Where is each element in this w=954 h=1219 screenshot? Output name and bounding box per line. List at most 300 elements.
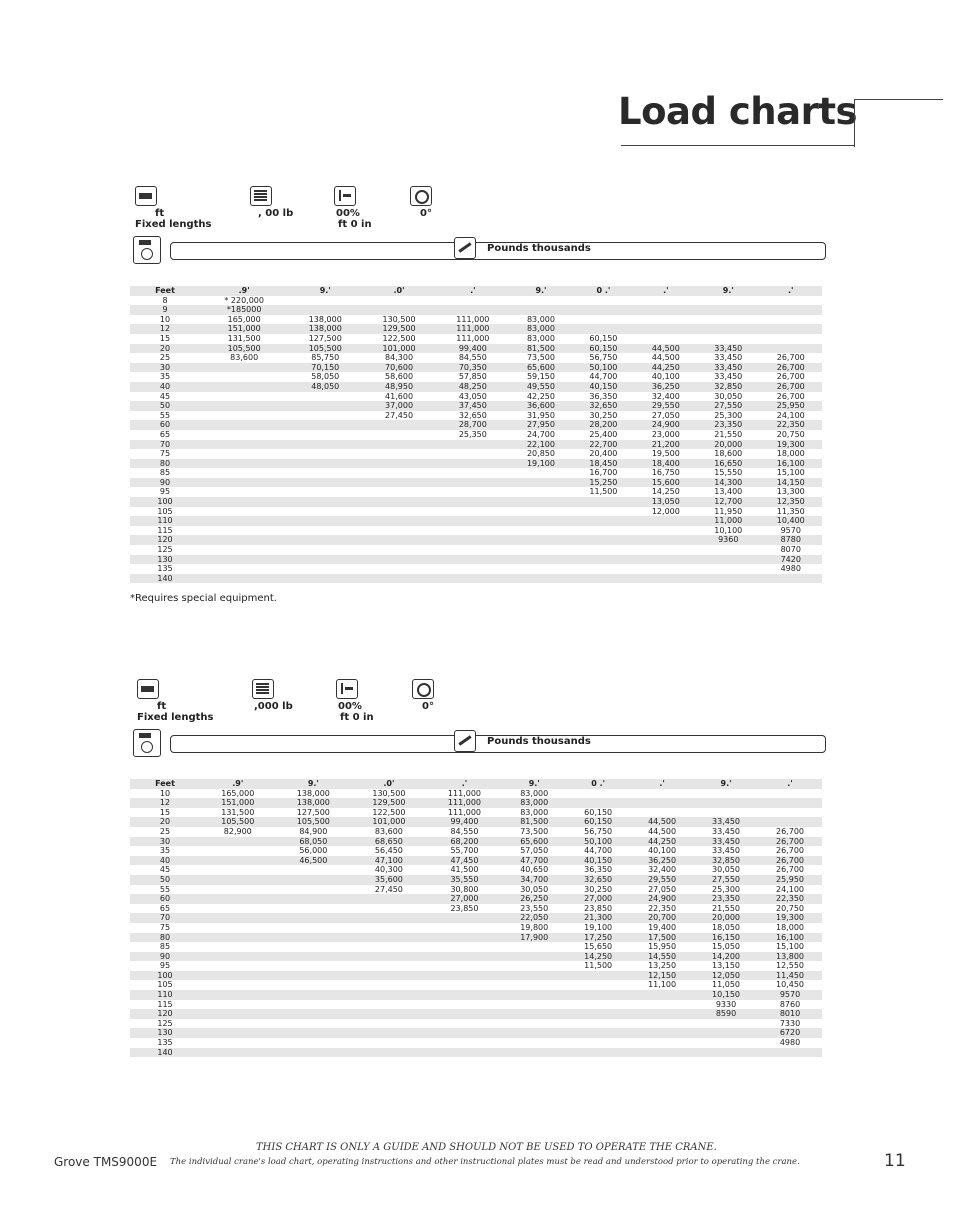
capacity-cell (276, 1009, 352, 1019)
capacity-cell (436, 296, 510, 306)
corner-mark (854, 99, 943, 147)
capacity-cell (510, 574, 572, 584)
capacity-cell (288, 440, 362, 450)
capacity-cell: 40,150 (566, 856, 630, 866)
radius-cell: 80 (130, 933, 200, 943)
capacity-cell: 83,000 (510, 315, 572, 325)
capacity-cell (427, 933, 503, 943)
radius-cell: 9 (130, 305, 200, 315)
radius-cell: 55 (130, 885, 200, 895)
capacity-cell: 68,200 (427, 837, 503, 847)
capacity-cell: 70,600 (362, 363, 436, 373)
table-row (130, 334, 822, 344)
table-row (130, 827, 822, 837)
capacity-cell (510, 507, 572, 517)
capacity-cell (572, 574, 634, 584)
capacity-cell: 105,500 (288, 344, 362, 354)
radius-cell: 135 (130, 1038, 200, 1048)
capacity-cell: 25,400 (572, 430, 634, 440)
rotation-icon (410, 186, 432, 206)
capacity-cell (427, 1028, 503, 1038)
capacity-cell: 27,450 (351, 885, 427, 895)
boom-length-header: 9.' (697, 286, 759, 296)
rotation-label: 0° (420, 208, 432, 219)
capacity-cell (427, 1019, 503, 1029)
table-row (130, 789, 822, 799)
radius-cell: 95 (130, 487, 200, 497)
capacity-cell: 8010 (758, 1009, 822, 1019)
capacity-cell (502, 1038, 566, 1048)
capacity-cell: 9360 (697, 535, 759, 545)
capacity-cell (351, 894, 427, 904)
capacity-cell (427, 971, 503, 981)
capacity-cell: 83,600 (200, 353, 288, 363)
table-row (130, 392, 822, 402)
capacity-cell (200, 555, 288, 565)
radius-cell: 60 (130, 894, 200, 904)
table-row (130, 420, 822, 430)
outrigger-sub-label: ft 0 in (340, 712, 374, 723)
radius-cell: 30 (130, 837, 200, 847)
capacity-cell: 11,000 (697, 516, 759, 526)
capacity-cell (288, 296, 362, 306)
capacity-cell: 21,200 (635, 440, 697, 450)
boom-length-label: ft (157, 701, 167, 712)
capacity-cell: 19,100 (566, 923, 630, 933)
capacity-cell: 26,250 (502, 894, 566, 904)
capacity-cell: 122,500 (351, 808, 427, 818)
capacity-cell (502, 1028, 566, 1038)
capacity-cell (760, 305, 823, 315)
table-row (130, 459, 822, 469)
radius-cell: 85 (130, 942, 200, 952)
table-row (130, 478, 822, 488)
capacity-cell (510, 526, 572, 536)
capacity-cell (572, 545, 634, 555)
capacity-cell: 12,150 (630, 971, 694, 981)
radius-cell: 140 (130, 1048, 200, 1058)
radius-cell: 60 (130, 420, 200, 430)
capacity-cell: 105,500 (200, 344, 288, 354)
capacity-cell (200, 846, 276, 856)
table-row (130, 315, 822, 325)
capacity-cell (351, 904, 427, 914)
capacity-cell: 111,000 (436, 324, 510, 334)
capacity-cell: 27,050 (630, 885, 694, 895)
capacity-cell: 32,850 (697, 382, 759, 392)
capacity-cell: 29,550 (630, 875, 694, 885)
boom-length-header: .' (760, 286, 823, 296)
capacity-cell (288, 401, 362, 411)
capacity-cell: 111,000 (436, 334, 510, 344)
outrigger-spec (328, 679, 374, 723)
capacity-cell (635, 574, 697, 584)
capacity-cell: 105,500 (276, 817, 352, 827)
capacity-cell (630, 1028, 694, 1038)
table-row (130, 808, 822, 818)
capacity-cell (760, 315, 823, 325)
radius-cell: 30 (130, 363, 200, 373)
capacity-cell (276, 1019, 352, 1029)
capacity-cell (351, 961, 427, 971)
capacity-cell (510, 516, 572, 526)
capacity-cell: 18,400 (635, 459, 697, 469)
radius-cell: 35 (130, 846, 200, 856)
capacity-cell: 11,950 (697, 507, 759, 517)
capacity-cell (635, 324, 697, 334)
capacity-cell: 15,650 (566, 942, 630, 952)
capacity-cell: 40,650 (502, 865, 566, 875)
capacity-cell: 130,500 (351, 789, 427, 799)
capacity-cell: 30,050 (697, 392, 759, 402)
capacity-cell: 7420 (760, 555, 823, 565)
capacity-cell (200, 971, 276, 981)
capacity-cell (276, 894, 352, 904)
capacity-cell: 28,200 (572, 420, 634, 430)
capacity-cell (362, 555, 436, 565)
capacity-cell (566, 1009, 630, 1019)
capacity-cell: 24,100 (758, 885, 822, 895)
capacity-cell (694, 808, 758, 818)
capacity-cell (288, 507, 362, 517)
rotation-label: 0° (422, 701, 434, 712)
capacity-cell: 138,000 (276, 789, 352, 799)
counterweight-icon (252, 679, 274, 699)
capacity-cell: 16,150 (694, 933, 758, 943)
capacity-cell (362, 478, 436, 488)
capacity-cell: 23,000 (635, 430, 697, 440)
capacity-cell (572, 564, 634, 574)
capacity-cell: 25,950 (758, 875, 822, 885)
capacity-cell: 25,300 (694, 885, 758, 895)
capacity-cell: 35,550 (427, 875, 503, 885)
capacity-cell (502, 1000, 566, 1010)
capacity-cell: 9570 (758, 990, 822, 1000)
capacity-cell (694, 1019, 758, 1029)
capacity-cell (200, 401, 288, 411)
capacity-cell: 16,650 (697, 459, 759, 469)
radius-cell: 115 (130, 1000, 200, 1010)
capacity-cell (200, 440, 288, 450)
capacity-cell (697, 324, 759, 334)
capacity-cell (200, 990, 276, 1000)
capacity-cell (572, 526, 634, 536)
capacity-cell: 14,150 (760, 478, 823, 488)
capacity-cell (635, 516, 697, 526)
boom-length-header: .0' (362, 286, 436, 296)
page-number: 11 (884, 1151, 906, 1171)
capacity-cell: 16,750 (635, 468, 697, 478)
capacity-cell: 105,500 (200, 817, 276, 827)
capacity-cell: 44,500 (635, 353, 697, 363)
capacity-cell (200, 449, 288, 459)
capacity-cell: 44,500 (635, 344, 697, 354)
capacity-cell: 4980 (758, 1038, 822, 1048)
radius-cell: 70 (130, 913, 200, 923)
capacity-cell: 25,950 (760, 401, 823, 411)
radius-cell: 15 (130, 334, 200, 344)
capacity-cell: 60,150 (572, 334, 634, 344)
capacity-cell: 56,750 (566, 827, 630, 837)
capacity-cell: 58,600 (362, 372, 436, 382)
capacity-cell: 23,350 (697, 420, 759, 430)
capacity-cell (436, 516, 510, 526)
capacity-cell: 20,700 (630, 913, 694, 923)
capacity-cell (630, 798, 694, 808)
counterweight-label: , 00 lb (258, 208, 294, 219)
guide-disclaimer: THIS CHART IS ONLY A GUIDE AND SHOULD NOT BE USED TO OPERATE THE CRANE. (256, 1142, 717, 1153)
capacity-cell (288, 574, 362, 584)
outrigger-spec (326, 186, 372, 230)
capacity-cell: 18,000 (758, 923, 822, 933)
capacity-cell: 70,350 (436, 363, 510, 373)
boom-length-header: 9.' (288, 286, 362, 296)
capacity-cell: 16,700 (572, 468, 634, 478)
capacity-cell (200, 535, 288, 545)
radius-cell: 135 (130, 564, 200, 574)
capacity-cell: 12,050 (694, 971, 758, 981)
capacity-cell (351, 942, 427, 952)
capacity-cell: 32,400 (635, 392, 697, 402)
capacity-cell (694, 1028, 758, 1038)
capacity-cell: 58,050 (288, 372, 362, 382)
capacity-cell: 33,450 (697, 363, 759, 373)
capacity-cell: 8070 (760, 545, 823, 555)
capacity-cell (276, 1038, 352, 1048)
counterweight-icon (250, 186, 272, 206)
capacity-cell (276, 990, 352, 1000)
capacity-cell (572, 555, 634, 565)
table-row (130, 1028, 822, 1038)
capacity-cell (502, 1019, 566, 1029)
capacity-cell: 44,250 (635, 363, 697, 373)
capacity-cell (760, 344, 823, 354)
capacity-cell (572, 497, 634, 507)
table-row (130, 526, 822, 536)
capacity-cell: 13,400 (697, 487, 759, 497)
boom-sub-label: Fixed lengths (135, 219, 212, 230)
table-row (130, 846, 822, 856)
capacity-cell: 24,900 (630, 894, 694, 904)
capacity-cell: 20,000 (697, 440, 759, 450)
capacity-cell: 30,050 (694, 865, 758, 875)
table-row (130, 440, 822, 450)
capacity-cell: 34,700 (502, 875, 566, 885)
capacity-cell: *185000 (200, 305, 288, 315)
capacity-cell (635, 334, 697, 344)
capacity-cell (635, 564, 697, 574)
capacity-cell (760, 296, 823, 306)
capacity-cell (510, 478, 572, 488)
table-header-row (130, 779, 822, 789)
page-title: Load charts (618, 90, 858, 133)
table-row (130, 837, 822, 847)
boom-config-icon (133, 729, 161, 757)
capacity-cell: 13,150 (694, 961, 758, 971)
table-row (130, 980, 822, 990)
radius-cell: 110 (130, 516, 200, 526)
capacity-cell (694, 1048, 758, 1058)
capacity-cell (427, 980, 503, 990)
capacity-cell: 40,150 (572, 382, 634, 392)
capacity-cell: 36,350 (566, 865, 630, 875)
capacity-cell: 16,100 (760, 459, 823, 469)
table-row (130, 933, 822, 943)
capacity-cell: 20,400 (572, 449, 634, 459)
capacity-cell (572, 507, 634, 517)
capacity-cell: 11,050 (694, 980, 758, 990)
capacity-cell (351, 1038, 427, 1048)
brand-label: Grove TMS9000E (54, 1155, 158, 1169)
table-row (130, 574, 822, 584)
capacity-cell: 21,550 (694, 904, 758, 914)
table-row (130, 961, 822, 971)
capacity-cell (362, 564, 436, 574)
capacity-cell (566, 971, 630, 981)
capacity-cell: 11,500 (566, 961, 630, 971)
instructions-disclaimer: The individual crane's load chart, operating instructions and other instructional plates must be read and understood prior to operating the crane. (170, 1157, 800, 1167)
capacity-cell (200, 430, 288, 440)
capacity-cell (436, 526, 510, 536)
capacity-cell: 33,450 (694, 817, 758, 827)
capacity-cell: 15,600 (635, 478, 697, 488)
boom-length-header: .' (436, 286, 510, 296)
capacity-cell (351, 923, 427, 933)
table-row (130, 894, 822, 904)
capacity-cell (200, 411, 288, 421)
radius-cell: 80 (130, 459, 200, 469)
capacity-cell (200, 459, 288, 469)
capacity-cell (436, 564, 510, 574)
boom-length-header: .' (635, 286, 697, 296)
capacity-cell: 73,500 (510, 353, 572, 363)
capacity-cell: 101,000 (362, 344, 436, 354)
radius-cell: 110 (130, 990, 200, 1000)
radius-cell: 15 (130, 808, 200, 818)
capacity-cell (566, 1048, 630, 1058)
capacity-cell (510, 305, 572, 315)
table-row (130, 507, 822, 517)
capacity-cell (200, 961, 276, 971)
table-row (130, 1009, 822, 1019)
capacity-cell: 20,750 (760, 430, 823, 440)
capacity-cell (288, 411, 362, 421)
boom-length-header: .' (758, 779, 822, 789)
capacity-cell (288, 555, 362, 565)
capacity-cell (200, 487, 288, 497)
capacity-cell (288, 478, 362, 488)
radius-cell: 8 (130, 296, 200, 306)
capacity-cell (200, 904, 276, 914)
counterweight-spec (238, 186, 293, 219)
capacity-cell: 32,650 (566, 875, 630, 885)
capacity-cell (510, 468, 572, 478)
capacity-cell: 30,250 (572, 411, 634, 421)
counterweight-label: ,000 lb (254, 701, 293, 712)
capacity-cell: 33,450 (697, 344, 759, 354)
capacity-cell: 60,150 (566, 817, 630, 827)
capacity-cell: 32,400 (630, 865, 694, 875)
capacity-cell (436, 468, 510, 478)
capacity-cell: 26,700 (760, 392, 823, 402)
capacity-cell (362, 449, 436, 459)
feet-header: Feet (130, 286, 200, 296)
radius-cell: 20 (130, 344, 200, 354)
units-label: Pounds thousands (487, 243, 591, 254)
capacity-cell: 10,450 (758, 980, 822, 990)
capacity-cell (362, 526, 436, 536)
capacity-cell: 70,150 (288, 363, 362, 373)
capacity-cell: 32,850 (694, 856, 758, 866)
table-row (130, 468, 822, 478)
boom-length-header: .' (427, 779, 503, 789)
capacity-cell (758, 798, 822, 808)
boom-length-header: .9' (200, 286, 288, 296)
capacity-cell: 36,350 (572, 392, 634, 402)
capacity-cell (697, 564, 759, 574)
capacity-cell: 7330 (758, 1019, 822, 1029)
capacity-cell: 21,550 (697, 430, 759, 440)
capacity-cell: 48,950 (362, 382, 436, 392)
capacity-cell (200, 952, 276, 962)
capacity-cell (760, 334, 823, 344)
capacity-cell: 15,100 (760, 468, 823, 478)
table-row (130, 1019, 822, 1029)
boom-length-spec (137, 679, 213, 723)
radius-cell: 120 (130, 535, 200, 545)
capacity-cell (635, 545, 697, 555)
capacity-cell (635, 555, 697, 565)
capacity-cell: 22,350 (760, 420, 823, 430)
capacity-cell: 47,700 (502, 856, 566, 866)
capacity-cell: 165,000 (200, 789, 276, 799)
capacity-cell: 60,150 (572, 344, 634, 354)
capacity-cell: 73,500 (502, 827, 566, 837)
capacity-cell: 48,250 (436, 382, 510, 392)
chart-specs (130, 679, 825, 729)
capacity-cell (200, 1009, 276, 1019)
boom-length-header: 9.' (276, 779, 352, 789)
capacity-cell: 15,550 (697, 468, 759, 478)
capacity-cell (276, 961, 352, 971)
capacity-cell (200, 545, 288, 555)
capacity-cell: 28,700 (436, 420, 510, 430)
capacity-cell: 27,950 (510, 420, 572, 430)
capacity-cell: 19,300 (760, 440, 823, 450)
table-row (130, 923, 822, 933)
capacity-cell: 127,500 (288, 334, 362, 344)
capacity-cell: 30,250 (566, 885, 630, 895)
table-row (130, 856, 822, 866)
capacity-cell: 22,050 (502, 913, 566, 923)
capacity-cell (351, 971, 427, 981)
capacity-cell (427, 961, 503, 971)
load-table-2 (130, 779, 822, 1057)
boom-length-header: 9.' (502, 779, 566, 789)
table-row (130, 1000, 822, 1010)
capacity-cell (566, 789, 630, 799)
boom-length-bar (130, 240, 825, 266)
capacity-cell: 50,100 (572, 363, 634, 373)
capacity-cell: 33,450 (697, 372, 759, 382)
table-row (130, 363, 822, 373)
table-row (130, 324, 822, 334)
capacity-cell (502, 990, 566, 1000)
capacity-cell (572, 296, 634, 306)
outrigger-icon (336, 679, 358, 699)
capacity-cell (630, 1009, 694, 1019)
capacity-cell (276, 904, 352, 914)
